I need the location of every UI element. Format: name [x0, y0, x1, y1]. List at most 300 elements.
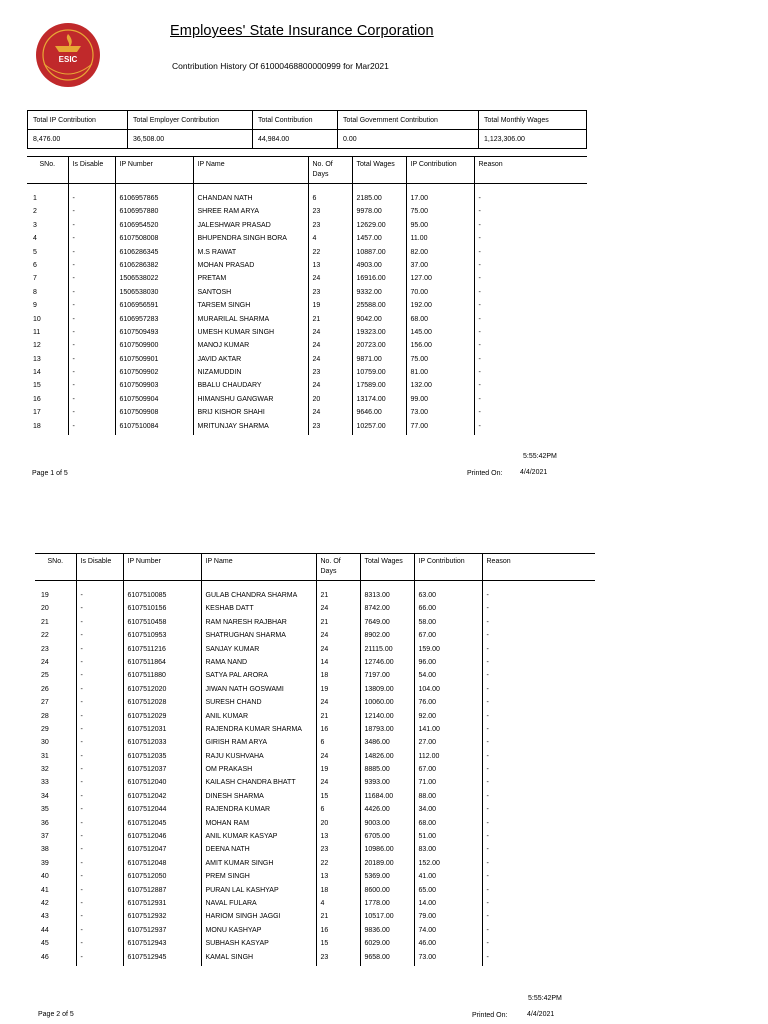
- summary-label: Total Contribution: [253, 111, 338, 130]
- cell-is-disable: -: [76, 631, 123, 644]
- cell-days: 4: [308, 234, 352, 247]
- cell-ip-number: 6107512932: [123, 912, 201, 925]
- cell-ip-number: 6107512037: [123, 765, 201, 778]
- cell-ip-number: 6107512931: [123, 899, 201, 912]
- cell-days: 14: [316, 658, 360, 671]
- cell-reason: -: [482, 899, 595, 912]
- cell-is-disable: -: [76, 604, 123, 617]
- cell-total-wages: 9393.00: [360, 778, 414, 791]
- cell-ip-contribution: 83.00: [414, 845, 482, 858]
- cell-days: 24: [316, 698, 360, 711]
- cell-total-wages: 9332.00: [352, 288, 406, 301]
- table-row: [27, 381, 587, 394]
- cell-reason: -: [482, 618, 595, 631]
- cell-days: 23: [308, 207, 352, 220]
- col-header-ip-number: IP Number: [123, 554, 201, 581]
- col-header-ip-number: IP Number: [115, 157, 193, 184]
- table-row: [27, 274, 587, 287]
- cell-ip-number: 6107510084: [115, 422, 193, 435]
- cell-is-disable: -: [68, 301, 115, 314]
- table-row: [27, 288, 587, 301]
- printed-on-label: Printed On:: [467, 470, 503, 477]
- cell-reason: -: [482, 912, 595, 925]
- cell-is-disable: -: [76, 886, 123, 899]
- cell-reason: -: [474, 328, 587, 341]
- cell-reason: -: [482, 658, 595, 671]
- cell-days: 15: [316, 939, 360, 952]
- cell-ip-contribution: 74.00: [414, 926, 482, 939]
- cell-ip-name: HIMANSHU GANGWAR: [193, 395, 308, 408]
- cell-sno: 22: [41, 632, 49, 640]
- cell-is-disable: -: [68, 368, 115, 381]
- cell-ip-name: MRITUNJAY SHARMA: [193, 422, 308, 435]
- cell-ip-name: TARSEM SINGH: [193, 301, 308, 314]
- cell-is-disable: -: [76, 725, 123, 738]
- cell-ip-contribution: 54.00: [414, 671, 482, 684]
- cell-total-wages: 9871.00: [352, 355, 406, 368]
- cell-ip-number: 6107508008: [115, 234, 193, 247]
- cell-is-disable: -: [68, 194, 115, 207]
- cell-ip-contribution: 51.00: [414, 832, 482, 845]
- table-row: [35, 845, 595, 858]
- cell-ip-contribution: 92.00: [414, 712, 482, 725]
- cell-ip-number: 6107512020: [123, 685, 201, 698]
- table-row: [35, 912, 595, 925]
- cell-ip-contribution: 34.00: [414, 805, 482, 818]
- cell-reason: -: [474, 248, 587, 261]
- cell-ip-contribution: 68.00: [406, 315, 474, 328]
- col-header-sno: SNo.: [27, 157, 68, 184]
- cell-reason: -: [482, 872, 595, 885]
- cell-total-wages: 8885.00: [360, 765, 414, 778]
- cell-ip-name: GIRISH RAM ARYA: [201, 738, 316, 751]
- cell-ip-name: AMIT KUMAR SINGH: [201, 859, 316, 872]
- cell-reason: -: [474, 274, 587, 287]
- cell-ip-name: RAJENDRA KUMAR SHARMA: [201, 725, 316, 738]
- cell-is-disable: -: [76, 819, 123, 832]
- summary-value: 44,984.00: [253, 130, 338, 149]
- cell-is-disable: -: [68, 422, 115, 435]
- cell-is-disable: -: [76, 953, 123, 966]
- cell-ip-contribution: 68.00: [414, 819, 482, 832]
- cell-total-wages: 9658.00: [360, 953, 414, 966]
- cell-days: 13: [316, 832, 360, 845]
- cell-ip-name: M.S RAWAT: [193, 248, 308, 261]
- cell-sno: 23: [41, 645, 49, 653]
- table-row: [27, 368, 587, 381]
- cell-sno: 33: [41, 779, 49, 787]
- cell-reason: -: [474, 408, 587, 421]
- cell-ip-number: 6107509903: [115, 381, 193, 394]
- table-row: [35, 738, 595, 751]
- cell-total-wages: 12746.00: [360, 658, 414, 671]
- cell-total-wages: 9978.00: [352, 207, 406, 220]
- table-row: [27, 355, 587, 368]
- cell-is-disable: -: [76, 685, 123, 698]
- cell-is-disable: -: [76, 591, 123, 604]
- cell-ip-name: MONU KASHYAP: [201, 926, 316, 939]
- cell-total-wages: 8742.00: [360, 604, 414, 617]
- cell-sno: 26: [41, 685, 49, 693]
- cell-is-disable: -: [76, 752, 123, 765]
- col-header-reason: Reason: [474, 157, 587, 184]
- cell-ip-contribution: 112.00: [414, 752, 482, 765]
- cell-ip-number: 6107512945: [123, 953, 201, 966]
- cell-total-wages: 12629.00: [352, 221, 406, 234]
- cell-ip-contribution: 65.00: [414, 886, 482, 899]
- cell-ip-name: PURAN LAL KASHYAP: [201, 886, 316, 899]
- cell-ip-contribution: 71.00: [414, 778, 482, 791]
- cell-is-disable: -: [68, 261, 115, 274]
- summary-label: Total Government Contribution: [338, 111, 479, 130]
- col-header-total-wages: Total Wages: [360, 554, 414, 581]
- cell-is-disable: -: [76, 939, 123, 952]
- cell-ip-name: KAILASH CHANDRA BHATT: [201, 778, 316, 791]
- cell-total-wages: 10887.00: [352, 248, 406, 261]
- cell-ip-name: DEENA NATH: [201, 845, 316, 858]
- col-header-reason: Reason: [482, 554, 595, 581]
- cell-days: 24: [316, 752, 360, 765]
- table-row: [27, 301, 587, 314]
- page-number: Page 1 of 5: [32, 470, 68, 477]
- cell-is-disable: -: [76, 618, 123, 631]
- cell-ip-contribution: 17.00: [406, 194, 474, 207]
- cell-ip-name: SANJAY KUMAR: [201, 645, 316, 658]
- cell-total-wages: 8902.00: [360, 631, 414, 644]
- cell-ip-contribution: 76.00: [414, 698, 482, 711]
- table-row: [35, 778, 595, 791]
- cell-total-wages: 9042.00: [352, 315, 406, 328]
- cell-ip-number: 6107512044: [123, 805, 201, 818]
- cell-total-wages: 7649.00: [360, 618, 414, 631]
- cell-total-wages: 10257.00: [352, 422, 406, 435]
- summary-value: 36,508.00: [128, 130, 253, 149]
- cell-sno: 24: [41, 658, 49, 666]
- cell-days: 24: [308, 355, 352, 368]
- table-row: [35, 725, 595, 738]
- cell-ip-name: BHUPENDRA SINGH BORA: [193, 234, 308, 247]
- cell-sno: 21: [41, 618, 49, 626]
- cell-reason: -: [482, 926, 595, 939]
- cell-is-disable: -: [68, 381, 115, 394]
- summary-label: Total IP Contribution: [28, 111, 128, 130]
- cell-total-wages: 6029.00: [360, 939, 414, 952]
- cell-total-wages: 3486.00: [360, 738, 414, 751]
- col-header-days: No. Of Days: [316, 554, 360, 581]
- cell-ip-number: 6106954520: [115, 221, 193, 234]
- cell-reason: -: [482, 712, 595, 725]
- summary-value: 8,476.00: [28, 130, 128, 149]
- cell-is-disable: -: [68, 395, 115, 408]
- cell-sno: 45: [41, 940, 49, 948]
- table-row: [27, 194, 587, 207]
- cell-sno: 44: [41, 926, 49, 934]
- table-row: [27, 315, 587, 328]
- cell-reason: -: [482, 685, 595, 698]
- table-row: [27, 341, 587, 354]
- cell-is-disable: -: [76, 738, 123, 751]
- col-header-sno: SNo.: [35, 554, 76, 581]
- table-row: [35, 604, 595, 617]
- cell-total-wages: 9836.00: [360, 926, 414, 939]
- cell-total-wages: 13174.00: [352, 395, 406, 408]
- cell-days: 22: [316, 859, 360, 872]
- table-row: [35, 926, 595, 939]
- cell-sno: 39: [41, 859, 49, 867]
- cell-sno: 5: [33, 248, 37, 256]
- cell-ip-contribution: 95.00: [406, 221, 474, 234]
- cell-total-wages: 9646.00: [352, 408, 406, 421]
- cell-total-wages: 16916.00: [352, 274, 406, 287]
- table-row: [35, 899, 595, 912]
- cell-reason: -: [482, 819, 595, 832]
- table-row: [35, 712, 595, 725]
- cell-ip-name: JALESHWAR PRASAD: [193, 221, 308, 234]
- cell-sno: 2: [33, 208, 37, 216]
- table-row: [35, 645, 595, 658]
- cell-days: 23: [308, 368, 352, 381]
- table-row: [27, 422, 587, 435]
- cell-sno: 29: [41, 725, 49, 733]
- table-row: [27, 395, 587, 408]
- cell-is-disable: -: [76, 832, 123, 845]
- cell-is-disable: -: [68, 234, 115, 247]
- cell-is-disable: -: [76, 912, 123, 925]
- cell-is-disable: -: [76, 645, 123, 658]
- cell-ip-name: PREM SINGH: [201, 872, 316, 885]
- cell-reason: -: [474, 395, 587, 408]
- cell-ip-number: 6107511880: [123, 671, 201, 684]
- table-row: [35, 792, 595, 805]
- cell-ip-name: OM PRAKASH: [201, 765, 316, 778]
- table-row: [35, 685, 595, 698]
- cell-days: 16: [316, 725, 360, 738]
- col-header-ip-name: IP Name: [201, 554, 316, 581]
- cell-total-wages: 6705.00: [360, 832, 414, 845]
- contribution-table-page-1: [27, 156, 587, 435]
- cell-is-disable: -: [76, 712, 123, 725]
- cell-reason: -: [482, 591, 595, 604]
- cell-sno: 37: [41, 833, 49, 841]
- col-header-ip-contribution: IP Contribution: [406, 157, 474, 184]
- cell-reason: -: [482, 752, 595, 765]
- cell-is-disable: -: [76, 671, 123, 684]
- cell-ip-contribution: 88.00: [414, 792, 482, 805]
- cell-ip-number: 6107512029: [123, 712, 201, 725]
- cell-reason: -: [474, 288, 587, 301]
- cell-sno: 6: [33, 261, 37, 269]
- cell-reason: -: [482, 738, 595, 751]
- cell-is-disable: -: [68, 328, 115, 341]
- cell-ip-name: NAVAL FULARA: [201, 899, 316, 912]
- print-time: 5:55:42PM: [523, 453, 557, 460]
- cell-sno: 3: [33, 221, 37, 229]
- cell-ip-name: GULAB CHANDRA SHARMA: [201, 591, 316, 604]
- table-row: [35, 953, 595, 966]
- print-time: 5:55:42PM: [528, 995, 562, 1002]
- cell-days: 15: [316, 792, 360, 805]
- cell-days: 19: [308, 301, 352, 314]
- cell-ip-name: PRETAM: [193, 274, 308, 287]
- cell-days: 6: [316, 805, 360, 818]
- cell-sno: 28: [41, 712, 49, 720]
- cell-reason: -: [482, 671, 595, 684]
- col-header-is-disable: Is Disable: [76, 554, 123, 581]
- cell-days: 18: [316, 886, 360, 899]
- cell-total-wages: 13809.00: [360, 685, 414, 698]
- col-header-ip-contribution: IP Contribution: [414, 554, 482, 581]
- cell-days: 13: [308, 261, 352, 274]
- cell-reason: -: [474, 234, 587, 247]
- cell-sno: 8: [33, 288, 37, 296]
- table-row: [35, 631, 595, 644]
- cell-ip-name: RAJU KUSHVAHA: [201, 752, 316, 765]
- cell-ip-contribution: 127.00: [406, 274, 474, 287]
- cell-ip-contribution: 99.00: [406, 395, 474, 408]
- cell-reason: -: [474, 315, 587, 328]
- cell-ip-name: SHREE RAM ARYA: [193, 207, 308, 220]
- cell-total-wages: 10986.00: [360, 845, 414, 858]
- table-row: [27, 408, 587, 421]
- table-row: [35, 872, 595, 885]
- cell-total-wages: 9003.00: [360, 819, 414, 832]
- cell-days: 21: [316, 591, 360, 604]
- table-row: [35, 886, 595, 899]
- cell-ip-contribution: 14.00: [414, 899, 482, 912]
- summary-label: Total Employer Contribution: [128, 111, 253, 130]
- cell-reason: -: [474, 341, 587, 354]
- cell-is-disable: -: [76, 698, 123, 711]
- cell-ip-name: RAMA NAND: [201, 658, 316, 671]
- cell-sno: 42: [41, 899, 49, 907]
- cell-is-disable: -: [76, 658, 123, 671]
- cell-ip-name: UMESH KUMAR SINGH: [193, 328, 308, 341]
- cell-ip-contribution: 70.00: [406, 288, 474, 301]
- cell-ip-number: 6107512045: [123, 819, 201, 832]
- cell-ip-number: 6107512040: [123, 778, 201, 791]
- cell-sno: 19: [41, 592, 49, 599]
- cell-reason: -: [482, 832, 595, 845]
- cell-ip-name: ANIL KUMAR KASYAP: [201, 832, 316, 845]
- cell-reason: -: [482, 953, 595, 966]
- table-row: [27, 207, 587, 220]
- cell-ip-number: 6107510156: [123, 604, 201, 617]
- cell-sno: 46: [41, 953, 49, 961]
- cell-total-wages: 21115.00: [360, 645, 414, 658]
- cell-days: 4: [316, 899, 360, 912]
- cell-ip-number: 6107509493: [115, 328, 193, 341]
- cell-days: 6: [308, 194, 352, 207]
- cell-ip-name: SANTOSH: [193, 288, 308, 301]
- cell-ip-number: 6107512035: [123, 752, 201, 765]
- table-row: [27, 328, 587, 341]
- cell-ip-contribution: 58.00: [414, 618, 482, 631]
- cell-days: 22: [308, 248, 352, 261]
- cell-days: 24: [308, 274, 352, 287]
- cell-days: 19: [316, 685, 360, 698]
- col-header-is-disable: Is Disable: [68, 157, 115, 184]
- cell-is-disable: -: [76, 778, 123, 791]
- cell-days: 20: [308, 395, 352, 408]
- cell-sno: 36: [41, 819, 49, 827]
- cell-ip-number: 6107509904: [115, 395, 193, 408]
- cell-days: 21: [316, 618, 360, 631]
- cell-ip-contribution: 63.00: [414, 591, 482, 604]
- col-header-days: No. Of Days: [308, 157, 352, 184]
- cell-sno: 11: [33, 328, 41, 336]
- cell-days: 6: [316, 738, 360, 751]
- printed-on-date: 4/4/2021: [520, 469, 548, 476]
- cell-is-disable: -: [68, 248, 115, 261]
- esic-logo: [22, 22, 114, 88]
- cell-sno: 13: [33, 355, 41, 363]
- summary-label: Total Monthly Wages: [479, 111, 587, 130]
- cell-ip-contribution: 132.00: [406, 381, 474, 394]
- cell-ip-number: 6107512047: [123, 845, 201, 858]
- cell-days: 16: [316, 926, 360, 939]
- col-header-total-wages: Total Wages: [352, 157, 406, 184]
- cell-total-wages: 10759.00: [352, 368, 406, 381]
- cell-total-wages: 25588.00: [352, 301, 406, 314]
- cell-ip-contribution: 67.00: [414, 765, 482, 778]
- cell-ip-name: SHATRUGHAN SHARMA: [201, 631, 316, 644]
- cell-reason: -: [482, 845, 595, 858]
- cell-sno: 20: [41, 605, 49, 613]
- cell-total-wages: 4426.00: [360, 805, 414, 818]
- cell-is-disable: -: [76, 845, 123, 858]
- cell-ip-name: MANOJ KUMAR: [193, 341, 308, 354]
- cell-total-wages: 8313.00: [360, 591, 414, 604]
- cell-ip-number: 6106957865: [115, 194, 193, 207]
- cell-ip-number: 6107509900: [115, 341, 193, 354]
- cell-ip-name: SURESH CHAND: [201, 698, 316, 711]
- cell-is-disable: -: [76, 859, 123, 872]
- cell-days: 24: [316, 631, 360, 644]
- table-row: [35, 832, 595, 845]
- cell-days: 24: [316, 778, 360, 791]
- cell-ip-contribution: 75.00: [406, 355, 474, 368]
- cell-sno: 43: [41, 913, 49, 921]
- cell-ip-number: 6107509901: [115, 355, 193, 368]
- cell-days: 24: [316, 604, 360, 617]
- cell-is-disable: -: [68, 207, 115, 220]
- cell-total-wages: 19323.00: [352, 328, 406, 341]
- cell-is-disable: -: [76, 872, 123, 885]
- cell-ip-name: JAVID AKTAR: [193, 355, 308, 368]
- cell-ip-name: SUBHASH KASYAP: [201, 939, 316, 952]
- cell-is-disable: -: [68, 341, 115, 354]
- cell-total-wages: 14826.00: [360, 752, 414, 765]
- cell-ip-number: 6107511216: [123, 645, 201, 658]
- cell-reason: -: [482, 698, 595, 711]
- page-number: Page 2 of 5: [38, 1011, 74, 1018]
- cell-days: 19: [316, 765, 360, 778]
- cell-ip-name: JIWAN NATH GOSWAMI: [201, 685, 316, 698]
- cell-ip-name: DINESH SHARMA: [201, 792, 316, 805]
- table-row: [35, 698, 595, 711]
- cell-is-disable: -: [68, 274, 115, 287]
- printed-on-date: 4/4/2021: [527, 1011, 555, 1018]
- cell-ip-contribution: 11.00: [406, 234, 474, 247]
- printed-on-label: Printed On:: [472, 1012, 508, 1019]
- table-row: [35, 765, 595, 778]
- cell-reason: -: [482, 886, 595, 899]
- cell-is-disable: -: [68, 315, 115, 328]
- cell-ip-number: 6107510085: [123, 591, 201, 604]
- cell-days: 21: [316, 712, 360, 725]
- table-row: [35, 671, 595, 684]
- cell-reason: -: [482, 604, 595, 617]
